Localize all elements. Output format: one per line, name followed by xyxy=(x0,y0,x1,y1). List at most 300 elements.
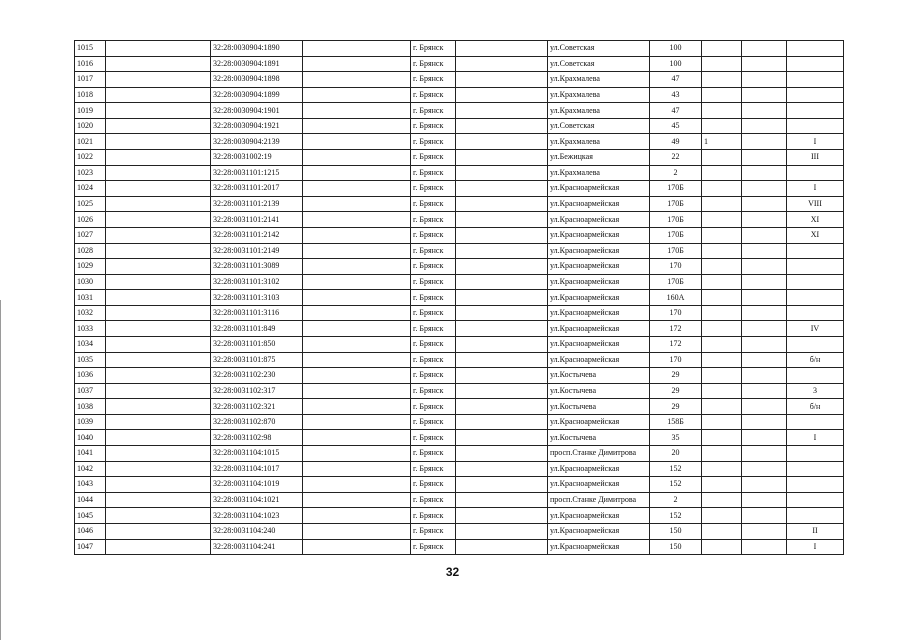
house-number-cell: 35 xyxy=(650,430,702,446)
building-number-cell xyxy=(702,150,742,166)
street-cell: ул.Красноармейская xyxy=(548,336,650,352)
empty-cell xyxy=(742,196,787,212)
empty-cell xyxy=(456,72,548,88)
street-cell: ул.Крахмалева xyxy=(548,165,650,181)
city-cell: г. Брянск xyxy=(411,539,456,555)
building-number-cell xyxy=(702,227,742,243)
city-cell: г. Брянск xyxy=(411,321,456,337)
street-cell: ул.Красноармейская xyxy=(548,181,650,197)
house-number-cell: 47 xyxy=(650,72,702,88)
empty-cell xyxy=(106,274,211,290)
house-number-cell: 29 xyxy=(650,383,702,399)
street-cell: ул.Красноармейская xyxy=(548,461,650,477)
premises-number-cell xyxy=(787,336,844,352)
building-number-cell xyxy=(702,446,742,462)
empty-cell xyxy=(303,461,411,477)
cadastral-number-cell: 32:28:0031101:875 xyxy=(211,352,303,368)
premises-number-cell: б/н xyxy=(787,352,844,368)
empty-cell xyxy=(742,523,787,539)
city-cell: г. Брянск xyxy=(411,274,456,290)
registry-table-body xyxy=(75,41,844,555)
table-row xyxy=(75,165,844,181)
city-cell: г. Брянск xyxy=(411,41,456,57)
record-number-cell: 1029 xyxy=(75,259,106,275)
city-cell: г. Брянск xyxy=(411,196,456,212)
empty-cell xyxy=(456,56,548,72)
street-cell: ул.Красноармейская xyxy=(548,305,650,321)
record-number-cell: 1038 xyxy=(75,399,106,415)
cadastral-number-cell: 32:28:0031002:19 xyxy=(211,150,303,166)
table-row xyxy=(75,41,844,57)
premises-number-cell: I xyxy=(787,430,844,446)
street-cell: ул.Костычева xyxy=(548,399,650,415)
building-number-cell xyxy=(702,368,742,384)
house-number-cell: 2 xyxy=(650,492,702,508)
house-number-cell: 170Б xyxy=(650,212,702,228)
street-cell: ул.Костычева xyxy=(548,383,650,399)
city-cell: г. Брянск xyxy=(411,87,456,103)
table-row xyxy=(75,134,844,150)
house-number-cell: 150 xyxy=(650,539,702,555)
empty-cell xyxy=(742,259,787,275)
city-cell: г. Брянск xyxy=(411,461,456,477)
city-cell: г. Брянск xyxy=(411,165,456,181)
street-cell: ул.Костычева xyxy=(548,430,650,446)
empty-cell xyxy=(456,227,548,243)
cadastral-number-cell: 32:28:0031101:2139 xyxy=(211,196,303,212)
empty-cell xyxy=(303,414,411,430)
empty-cell xyxy=(106,134,211,150)
street-cell: ул.Красноармейская xyxy=(548,414,650,430)
street-cell: ул.Красноармейская xyxy=(548,243,650,259)
building-number-cell xyxy=(702,305,742,321)
record-number-cell: 1034 xyxy=(75,336,106,352)
table-row xyxy=(75,212,844,228)
empty-cell xyxy=(742,274,787,290)
cadastral-number-cell: 32:28:0030904:2139 xyxy=(211,134,303,150)
empty-cell xyxy=(456,352,548,368)
empty-cell xyxy=(303,492,411,508)
cadastral-number-cell: 32:28:0031101:3089 xyxy=(211,259,303,275)
table-row xyxy=(75,103,844,119)
table-row xyxy=(75,243,844,259)
premises-number-cell xyxy=(787,103,844,119)
house-number-cell: 170 xyxy=(650,352,702,368)
empty-cell xyxy=(456,212,548,228)
premises-number-cell xyxy=(787,165,844,181)
street-cell: ул.Красноармейская xyxy=(548,290,650,306)
premises-number-cell xyxy=(787,508,844,524)
cadastral-number-cell: 32:28:0031104:1019 xyxy=(211,477,303,493)
empty-cell xyxy=(106,259,211,275)
empty-cell xyxy=(456,290,548,306)
cadastral-number-cell: 32:28:0031102:230 xyxy=(211,368,303,384)
house-number-cell: 170Б xyxy=(650,243,702,259)
empty-cell xyxy=(456,492,548,508)
record-number-cell: 1025 xyxy=(75,196,106,212)
building-number-cell xyxy=(702,72,742,88)
empty-cell xyxy=(742,134,787,150)
empty-cell xyxy=(106,165,211,181)
empty-cell xyxy=(456,181,548,197)
empty-cell xyxy=(456,103,548,119)
table-row xyxy=(75,477,844,493)
premises-number-cell xyxy=(787,274,844,290)
table-row xyxy=(75,305,844,321)
table-row xyxy=(75,414,844,430)
premises-number-cell xyxy=(787,243,844,259)
house-number-cell: 170Б xyxy=(650,181,702,197)
empty-cell xyxy=(303,181,411,197)
empty-cell xyxy=(742,446,787,462)
empty-cell xyxy=(456,414,548,430)
empty-cell xyxy=(303,227,411,243)
record-number-cell: 1017 xyxy=(75,72,106,88)
house-number-cell: 20 xyxy=(650,446,702,462)
empty-cell xyxy=(303,305,411,321)
table-row xyxy=(75,56,844,72)
city-cell: г. Брянск xyxy=(411,477,456,493)
empty-cell xyxy=(303,539,411,555)
record-number-cell: 1023 xyxy=(75,165,106,181)
cadastral-number-cell: 32:28:0031101:849 xyxy=(211,321,303,337)
table-row xyxy=(75,290,844,306)
premises-number-cell xyxy=(787,446,844,462)
empty-cell xyxy=(742,181,787,197)
empty-cell xyxy=(456,399,548,415)
empty-cell xyxy=(456,523,548,539)
city-cell: г. Брянск xyxy=(411,212,456,228)
street-cell: ул.Бежицкая xyxy=(548,150,650,166)
building-number-cell xyxy=(702,430,742,446)
cadastral-number-cell: 32:28:0031104:1021 xyxy=(211,492,303,508)
empty-cell xyxy=(742,352,787,368)
empty-cell xyxy=(106,243,211,259)
empty-cell xyxy=(456,134,548,150)
building-number-cell xyxy=(702,508,742,524)
building-number-cell xyxy=(702,274,742,290)
table-row xyxy=(75,259,844,275)
empty-cell xyxy=(742,290,787,306)
empty-cell xyxy=(456,336,548,352)
premises-number-cell xyxy=(787,368,844,384)
empty-cell xyxy=(303,243,411,259)
table-row xyxy=(75,196,844,212)
empty-cell xyxy=(456,41,548,57)
empty-cell xyxy=(106,352,211,368)
table-row xyxy=(75,274,844,290)
empty-cell xyxy=(742,539,787,555)
empty-cell xyxy=(456,430,548,446)
house-number-cell: 170Б xyxy=(650,227,702,243)
city-cell: г. Брянск xyxy=(411,508,456,524)
empty-cell xyxy=(742,399,787,415)
empty-cell xyxy=(456,243,548,259)
house-number-cell: 29 xyxy=(650,399,702,415)
record-number-cell: 1047 xyxy=(75,539,106,555)
empty-cell xyxy=(106,181,211,197)
empty-cell xyxy=(303,274,411,290)
street-cell: ул.Красноармейская xyxy=(548,227,650,243)
building-number-cell xyxy=(702,492,742,508)
house-number-cell: 172 xyxy=(650,336,702,352)
empty-cell xyxy=(742,477,787,493)
cadastral-number-cell: 32:28:0031102:98 xyxy=(211,430,303,446)
cadastral-number-cell: 32:28:0030904:1890 xyxy=(211,41,303,57)
building-number-cell xyxy=(702,336,742,352)
empty-cell xyxy=(742,461,787,477)
city-cell: г. Брянск xyxy=(411,118,456,134)
record-number-cell: 1033 xyxy=(75,321,106,337)
city-cell: г. Брянск xyxy=(411,134,456,150)
cadastral-number-cell: 32:28:0031104:1015 xyxy=(211,446,303,462)
empty-cell xyxy=(742,212,787,228)
house-number-cell: 49 xyxy=(650,134,702,150)
cadastral-number-cell: 32:28:0031101:1215 xyxy=(211,165,303,181)
empty-cell xyxy=(456,165,548,181)
empty-cell xyxy=(303,165,411,181)
street-cell: ул.Советская xyxy=(548,41,650,57)
empty-cell xyxy=(303,446,411,462)
table-row xyxy=(75,181,844,197)
empty-cell xyxy=(106,227,211,243)
empty-cell xyxy=(303,336,411,352)
empty-cell xyxy=(742,368,787,384)
building-number-cell xyxy=(702,259,742,275)
street-cell: ул.Красноармейская xyxy=(548,477,650,493)
record-number-cell: 1015 xyxy=(75,41,106,57)
building-number-cell xyxy=(702,352,742,368)
empty-cell xyxy=(106,56,211,72)
empty-cell xyxy=(106,492,211,508)
record-number-cell: 1016 xyxy=(75,56,106,72)
record-number-cell: 1020 xyxy=(75,118,106,134)
empty-cell xyxy=(106,368,211,384)
empty-cell xyxy=(742,336,787,352)
premises-number-cell: 3 xyxy=(787,383,844,399)
premises-number-cell: VIII xyxy=(787,196,844,212)
record-number-cell: 1035 xyxy=(75,352,106,368)
cadastral-number-cell: 32:28:0030904:1901 xyxy=(211,103,303,119)
house-number-cell: 47 xyxy=(650,103,702,119)
record-number-cell: 1026 xyxy=(75,212,106,228)
cadastral-number-cell: 32:28:0031101:2142 xyxy=(211,227,303,243)
table-row xyxy=(75,336,844,352)
empty-cell xyxy=(742,305,787,321)
empty-cell xyxy=(106,290,211,306)
city-cell: г. Брянск xyxy=(411,492,456,508)
house-number-cell: 160А xyxy=(650,290,702,306)
empty-cell xyxy=(303,477,411,493)
building-number-cell xyxy=(702,41,742,57)
house-number-cell: 152 xyxy=(650,508,702,524)
premises-number-cell xyxy=(787,87,844,103)
empty-cell xyxy=(742,41,787,57)
street-cell: ул.Красноармейская xyxy=(548,321,650,337)
city-cell: г. Брянск xyxy=(411,290,456,306)
house-number-cell: 100 xyxy=(650,41,702,57)
building-number-cell xyxy=(702,212,742,228)
premises-number-cell xyxy=(787,56,844,72)
cadastral-number-cell: 32:28:0031102:321 xyxy=(211,399,303,415)
empty-cell xyxy=(303,72,411,88)
premises-number-cell xyxy=(787,290,844,306)
empty-cell xyxy=(303,523,411,539)
premises-number-cell: I xyxy=(787,134,844,150)
city-cell: г. Брянск xyxy=(411,523,456,539)
record-number-cell: 1022 xyxy=(75,150,106,166)
empty-cell xyxy=(303,259,411,275)
house-number-cell: 170Б xyxy=(650,274,702,290)
house-number-cell: 158Б xyxy=(650,414,702,430)
empty-cell xyxy=(742,56,787,72)
house-number-cell: 22 xyxy=(650,150,702,166)
house-number-cell: 29 xyxy=(650,368,702,384)
premises-number-cell xyxy=(787,305,844,321)
empty-cell xyxy=(456,321,548,337)
empty-cell xyxy=(303,150,411,166)
cadastral-number-cell: 32:28:0030904:1899 xyxy=(211,87,303,103)
empty-cell xyxy=(456,368,548,384)
empty-cell xyxy=(303,321,411,337)
record-number-cell: 1036 xyxy=(75,368,106,384)
empty-cell xyxy=(456,461,548,477)
table-row xyxy=(75,523,844,539)
table-row xyxy=(75,399,844,415)
street-cell: ул.Крахмалева xyxy=(548,134,650,150)
table-row xyxy=(75,227,844,243)
street-cell: просп.Станке Димитрова xyxy=(548,492,650,508)
empty-cell xyxy=(106,196,211,212)
city-cell: г. Брянск xyxy=(411,103,456,119)
empty-cell xyxy=(106,539,211,555)
building-number-cell xyxy=(702,414,742,430)
record-number-cell: 1018 xyxy=(75,87,106,103)
empty-cell xyxy=(303,399,411,415)
empty-cell xyxy=(303,352,411,368)
city-cell: г. Брянск xyxy=(411,352,456,368)
empty-cell xyxy=(303,430,411,446)
empty-cell xyxy=(456,196,548,212)
record-number-cell: 1021 xyxy=(75,134,106,150)
house-number-cell: 172 xyxy=(650,321,702,337)
house-number-cell: 100 xyxy=(650,56,702,72)
table-row xyxy=(75,72,844,88)
table-row xyxy=(75,492,844,508)
cadastral-number-cell: 32:28:0031101:2141 xyxy=(211,212,303,228)
record-number-cell: 1041 xyxy=(75,446,106,462)
record-number-cell: 1024 xyxy=(75,181,106,197)
house-number-cell: 152 xyxy=(650,477,702,493)
empty-cell xyxy=(303,87,411,103)
premises-number-cell xyxy=(787,41,844,57)
table-row xyxy=(75,118,844,134)
record-number-cell: 1044 xyxy=(75,492,106,508)
premises-number-cell: б/н xyxy=(787,399,844,415)
house-number-cell: 170Б xyxy=(650,196,702,212)
empty-cell xyxy=(742,508,787,524)
building-number-cell: 1 xyxy=(702,134,742,150)
empty-cell xyxy=(742,103,787,119)
empty-cell xyxy=(106,477,211,493)
empty-cell xyxy=(106,414,211,430)
cadastral-number-cell: 32:28:0031101:3116 xyxy=(211,305,303,321)
empty-cell xyxy=(456,274,548,290)
street-cell: ул.Крахмалева xyxy=(548,103,650,119)
empty-cell xyxy=(106,399,211,415)
empty-cell xyxy=(303,56,411,72)
street-cell: ул.Красноармейская xyxy=(548,352,650,368)
building-number-cell xyxy=(702,461,742,477)
city-cell: г. Брянск xyxy=(411,430,456,446)
street-cell: ул.Костычева xyxy=(548,368,650,384)
cadastral-number-cell: 32:28:0031104:1017 xyxy=(211,461,303,477)
premises-number-cell: XI xyxy=(787,227,844,243)
record-number-cell: 1040 xyxy=(75,430,106,446)
cadastral-number-cell: 32:28:0030904:1891 xyxy=(211,56,303,72)
street-cell: ул.Красноармейская xyxy=(548,196,650,212)
empty-cell xyxy=(742,243,787,259)
record-number-cell: 1042 xyxy=(75,461,106,477)
city-cell: г. Брянск xyxy=(411,181,456,197)
table-row xyxy=(75,321,844,337)
empty-cell xyxy=(106,118,211,134)
empty-cell xyxy=(106,321,211,337)
cadastral-number-cell: 32:28:0031102:870 xyxy=(211,414,303,430)
premises-number-cell xyxy=(787,414,844,430)
building-number-cell xyxy=(702,118,742,134)
empty-cell xyxy=(456,150,548,166)
empty-cell xyxy=(456,305,548,321)
cadastral-number-cell: 32:28:0031101:2017 xyxy=(211,181,303,197)
building-number-cell xyxy=(702,196,742,212)
house-number-cell: 152 xyxy=(650,461,702,477)
cadastral-number-cell: 32:28:0030904:1921 xyxy=(211,118,303,134)
premises-number-cell: IV xyxy=(787,321,844,337)
empty-cell xyxy=(303,196,411,212)
city-cell: г. Брянск xyxy=(411,72,456,88)
cadastral-number-cell: 32:28:0031101:3102 xyxy=(211,274,303,290)
record-number-cell: 1031 xyxy=(75,290,106,306)
house-number-cell: 150 xyxy=(650,523,702,539)
city-cell: г. Брянск xyxy=(411,336,456,352)
city-cell: г. Брянск xyxy=(411,368,456,384)
record-number-cell: 1030 xyxy=(75,274,106,290)
record-number-cell: 1043 xyxy=(75,477,106,493)
premises-number-cell xyxy=(787,118,844,134)
building-number-cell xyxy=(702,243,742,259)
empty-cell xyxy=(456,446,548,462)
premises-number-cell xyxy=(787,259,844,275)
empty-cell xyxy=(456,539,548,555)
building-number-cell xyxy=(702,56,742,72)
empty-cell xyxy=(742,227,787,243)
empty-cell xyxy=(106,336,211,352)
record-number-cell: 1019 xyxy=(75,103,106,119)
empty-cell xyxy=(106,430,211,446)
empty-cell xyxy=(456,383,548,399)
empty-cell xyxy=(106,41,211,57)
house-number-cell: 170 xyxy=(650,259,702,275)
house-number-cell: 170 xyxy=(650,305,702,321)
building-number-cell xyxy=(702,523,742,539)
empty-cell xyxy=(303,508,411,524)
city-cell: г. Брянск xyxy=(411,243,456,259)
empty-cell xyxy=(106,508,211,524)
street-cell: ул.Крахмалева xyxy=(548,72,650,88)
empty-cell xyxy=(106,103,211,119)
cadastral-number-cell: 32:28:0031104:240 xyxy=(211,523,303,539)
